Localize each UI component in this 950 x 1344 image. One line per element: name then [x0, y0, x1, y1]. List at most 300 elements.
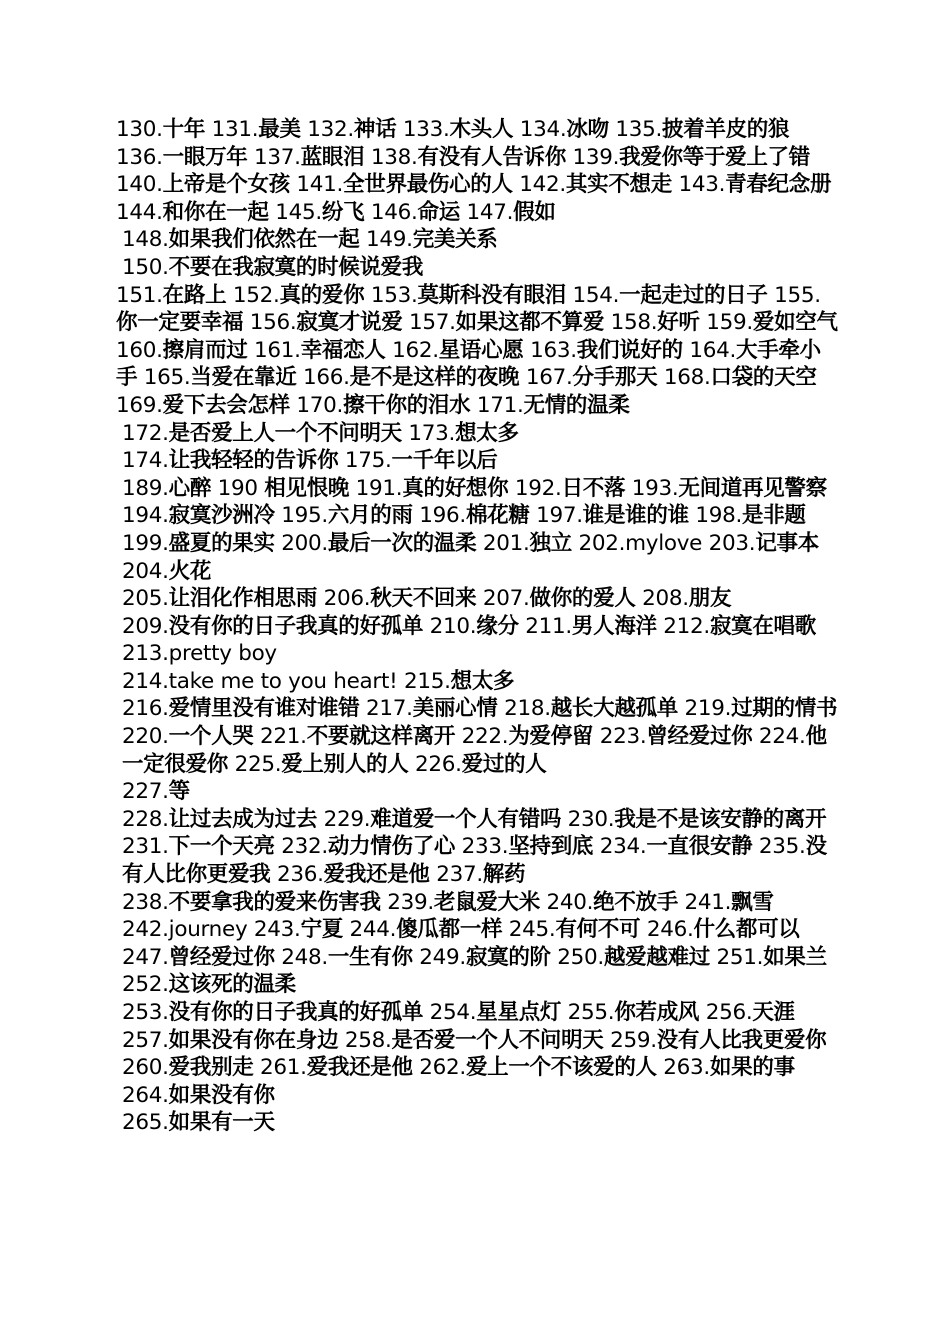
song-entry [568, 807, 827, 832]
song-entry [366, 227, 497, 252]
song-entry [122, 1083, 275, 1108]
song-entry [122, 586, 317, 611]
song-title: 有何不可 [555, 917, 641, 943]
song-number: 262. [419, 1055, 466, 1081]
song-entry [466, 200, 555, 225]
song-number: 259. [610, 1027, 657, 1053]
song-number: 253. [122, 1000, 169, 1025]
song-number: 219. [684, 696, 732, 722]
song-entry [122, 559, 211, 584]
song-number: 248. [281, 944, 328, 970]
song-entry [235, 752, 409, 777]
song-list-paragraph [116, 447, 838, 475]
song-title: 青春纪念册 [725, 172, 832, 198]
song-entry [366, 696, 497, 721]
song-list-paragraph [116, 475, 838, 585]
song-entry [254, 917, 343, 942]
song-number: 157. [408, 310, 456, 336]
song-number: 152. [232, 282, 280, 308]
song-number: 236. [276, 862, 324, 888]
song-number: 162. [392, 337, 439, 363]
song-title: 缘分 [476, 613, 519, 639]
song-title: 爱上别人的人 [281, 751, 409, 777]
song-title: 没有人比我更爱你 [656, 1027, 827, 1053]
song-number: 145. [275, 199, 322, 225]
song-entry [303, 365, 519, 390]
song-title: 棉花糖 [465, 503, 530, 529]
song-title: 蓝眼泪 [300, 144, 365, 170]
song-title: 没有你的日子我真的好孤单 [168, 1000, 424, 1025]
song-title: 不要就这样离开 [306, 724, 456, 750]
song-title: 其实不想走 [565, 172, 672, 198]
song-number: 240. [546, 889, 594, 915]
song-title: 爱过的人 [461, 751, 547, 777]
song-entry [281, 503, 412, 528]
song-title: 记事本 [755, 530, 819, 556]
song-entry [260, 724, 455, 749]
song-entry [392, 338, 523, 363]
song-list-paragraph [116, 254, 838, 282]
song-title: 真的爱你 [279, 282, 365, 308]
song-entry [536, 503, 689, 528]
song-entry [324, 807, 561, 832]
song-entry [462, 724, 593, 749]
song-entry [122, 890, 381, 915]
song-title: 分手那天 [572, 365, 658, 391]
song-entry [695, 503, 805, 528]
song-title: 如果没有你在身边 [168, 1027, 339, 1053]
song-entry [706, 1000, 795, 1025]
song-number: 222. [461, 724, 509, 750]
song-number: 214.take me to you heart! [122, 668, 398, 694]
song-entry [254, 145, 364, 170]
song-number: 218. [504, 696, 551, 722]
song-entry [477, 393, 630, 418]
song-title: 是不是这样的夜晚 [349, 365, 520, 391]
song-entry [356, 476, 509, 501]
song-entry [122, 945, 275, 970]
song-entry [122, 255, 423, 280]
song-title: 我们说好的 [576, 337, 683, 363]
song-title: 这该死的温柔 [168, 972, 296, 998]
song-entry [664, 365, 817, 390]
song-number: 206. [323, 586, 371, 612]
song-entry [122, 227, 359, 252]
song-entry [409, 310, 604, 335]
song-number: 213.pretty boy [122, 641, 277, 667]
song-title: 你一定要幸福 [116, 310, 244, 336]
song-number: 136. [116, 144, 163, 170]
song-number: 255. [567, 1000, 615, 1025]
song-title: 命运 [417, 199, 460, 225]
song-entry [324, 586, 477, 611]
song-title: 星星点灯 [476, 1000, 562, 1025]
song-entry [520, 117, 609, 142]
song-entry [122, 779, 190, 804]
song-entry [254, 338, 385, 363]
song-entry [557, 945, 710, 970]
song-number: 200. [281, 530, 328, 556]
song-number: 202.mylove [578, 530, 703, 556]
song-number: 243. [253, 917, 301, 943]
song-list-paragraph [116, 695, 838, 778]
song-list-paragraph [116, 668, 838, 696]
song-entry [568, 1000, 699, 1025]
song-title: 想太多 [450, 668, 515, 694]
song-list-paragraph [116, 1109, 838, 1137]
song-title: 纷飞 [321, 199, 365, 225]
song-number: 190 [217, 475, 265, 501]
song-title: 爱情里没有谁对谁错 [168, 696, 360, 722]
song-entry [350, 917, 503, 942]
song-title: 动力情伤了心 [327, 834, 456, 860]
song-title: 如果这都不算爱 [455, 310, 605, 336]
song-number: 230. [567, 806, 615, 832]
song-entry [122, 807, 317, 832]
song-number: 131. [211, 117, 259, 142]
song-title: 寂寞沙洲冷 [168, 503, 275, 529]
song-number: 159. [706, 310, 753, 336]
song-entry [307, 117, 396, 142]
song-title: 一千年以后 [391, 448, 498, 474]
song-title: 我爱你等于爱上了错 [619, 144, 810, 170]
song-number: 174. [122, 448, 169, 474]
song-entry [419, 945, 550, 970]
song-number: 154. [572, 282, 620, 308]
song-entry [525, 614, 656, 639]
song-number: 137. [254, 144, 301, 170]
song-title: 日不落 [561, 475, 626, 501]
song-number: 156. [249, 310, 297, 336]
song-number: 134. [519, 117, 567, 142]
song-title: 如果兰 [763, 944, 827, 970]
song-title: 一个人哭 [168, 724, 254, 750]
song-entry [404, 669, 514, 694]
song-entry [515, 476, 625, 501]
song-title: 天涯 [752, 1000, 795, 1025]
song-title: 做你的爱人 [529, 586, 636, 612]
song-number: 139. [572, 144, 620, 170]
song-title: 幸福恋人 [300, 337, 386, 363]
song-title: 十年 [162, 117, 206, 142]
song-number: 146. [370, 199, 418, 225]
song-title: 什么都可以 [693, 917, 800, 943]
song-title: 擦干你的泪水 [343, 392, 471, 418]
song-title: 爱我别走 [168, 1055, 254, 1081]
song-number: 175. [344, 448, 392, 474]
song-entry [663, 1055, 794, 1080]
song-entry [519, 172, 672, 197]
song-number: 254. [429, 1000, 477, 1025]
song-number: 155. [774, 282, 821, 308]
song-number: 242.journey [122, 917, 248, 943]
song-number: 163. [530, 337, 577, 363]
song-title: 如果我们依然在一起 [168, 227, 360, 253]
song-title: 一起走过的日子 [619, 282, 768, 308]
song-entry [122, 614, 423, 639]
song-list-paragraph [116, 613, 838, 668]
song-entry [122, 1028, 338, 1053]
song-number: 260. [122, 1055, 169, 1081]
song-title: 没有人比你更爱我 [122, 834, 827, 888]
song-entry [530, 338, 683, 363]
song-number: 233. [461, 834, 509, 860]
song-entry [419, 503, 529, 528]
song-title: 不要拿我的爱来伤害我 [168, 889, 381, 915]
song-entry [122, 1055, 253, 1080]
song-number: 207. [482, 586, 530, 612]
song-title: 星语心愿 [438, 337, 524, 363]
song-entry [572, 145, 809, 170]
song-title: 神话 [353, 117, 397, 142]
song-entry [218, 476, 349, 501]
song-list-paragraph [116, 778, 838, 806]
song-title: 坚持到底 [508, 834, 594, 860]
song-number: 140. [116, 172, 163, 198]
song-list-paragraph [116, 282, 838, 420]
song-entry [546, 890, 677, 915]
song-title: 是否爱上人一个不问明天 [168, 420, 402, 446]
song-number: 234. [599, 834, 647, 860]
song-entry [122, 724, 253, 749]
song-number: 151. [116, 282, 163, 308]
song-list-paragraph [116, 116, 838, 226]
song-number: 201. [482, 530, 530, 556]
song-number: 244. [349, 917, 397, 943]
song-entry [144, 365, 297, 390]
song-entry [600, 724, 753, 749]
song-entry [611, 310, 700, 335]
song-number: 250. [557, 944, 604, 970]
song-title: 秋天不回来 [370, 586, 477, 612]
song-number: 147. [466, 199, 514, 225]
song-number: 199. [122, 530, 169, 556]
song-entry [122, 503, 275, 528]
song-entry [663, 614, 816, 639]
song-list-paragraph [116, 806, 838, 889]
song-entry [504, 696, 678, 721]
song-entry [387, 890, 540, 915]
song-number: 191. [355, 475, 403, 501]
song-entry [260, 1055, 413, 1080]
song-title: 大手牵小手 [116, 337, 821, 391]
song-title: 披着羊皮的狼 [662, 117, 790, 142]
song-number: 209. [122, 613, 169, 639]
song-entry [403, 117, 513, 142]
song-number: 225. [234, 751, 282, 777]
song-entry [212, 117, 301, 142]
song-title: 下一个天亮 [168, 834, 275, 860]
song-entry [436, 862, 525, 887]
song-list-paragraph [116, 1027, 838, 1110]
song-title: 木头人 [449, 117, 514, 142]
song-number: 249. [419, 944, 466, 970]
song-number: 160. [116, 337, 163, 363]
song-entry [233, 283, 364, 308]
song-title: 爱我还是他 [306, 1055, 413, 1081]
song-title: 上帝是个女孩 [162, 172, 290, 198]
song-title: 一生有你 [327, 944, 413, 970]
song-number: 166. [302, 365, 350, 391]
song-entry [632, 476, 827, 501]
song-title: 火花 [168, 558, 212, 584]
song-title: 无间道再见警察 [678, 475, 827, 501]
song-number: 205. [122, 586, 169, 612]
song-number: 148. [122, 227, 169, 253]
song-number: 215. [403, 668, 451, 694]
song-list-paragraph [116, 420, 838, 448]
song-list-paragraph [116, 999, 838, 1027]
song-entry [345, 448, 498, 473]
song-title: 曾经爱过你 [646, 724, 753, 750]
song-entry [122, 448, 338, 473]
song-title: 全世界最伤心的人 [343, 172, 513, 198]
song-entry [462, 834, 593, 859]
song-entry [122, 972, 296, 997]
song-title: 独立 [529, 530, 572, 556]
song-entry [572, 283, 767, 308]
song-title: 爱我还是他 [323, 862, 430, 888]
song-title: 飘雪 [731, 889, 774, 915]
song-number: 256. [705, 1000, 753, 1025]
song-title: 六月的雨 [327, 503, 413, 529]
song-entry [610, 1028, 826, 1053]
song-title: 在路上 [162, 282, 227, 308]
document-page [116, 116, 838, 1137]
song-number: 158. [610, 310, 658, 336]
song-title: 最后一次的温柔 [327, 530, 477, 556]
song-entry [116, 172, 290, 197]
song-title: 口袋的天空 [710, 365, 817, 391]
song-title: 不要在我寂寞的时候说爱我 [168, 254, 424, 280]
song-title: 有没有人告诉你 [417, 144, 566, 170]
song-title: 如果的事 [709, 1055, 795, 1081]
song-entry [578, 531, 702, 556]
song-entry [122, 421, 402, 446]
song-entry [296, 172, 512, 197]
song-number: 265. [122, 1110, 169, 1136]
song-title: 和你在一起 [162, 199, 269, 225]
song-entry [116, 393, 290, 418]
song-number: 261. [260, 1055, 307, 1081]
song-title: 我是不是该安静的离开 [614, 806, 827, 832]
song-title: 寂寞的阶 [465, 944, 551, 970]
song-title: 心醉 [168, 475, 212, 501]
song-number: 217. [366, 696, 413, 722]
song-number: 226. [414, 751, 462, 777]
song-entry [615, 117, 789, 142]
song-entry [281, 531, 476, 556]
song-title: 真的好想你 [402, 475, 509, 501]
song-entry [296, 393, 470, 418]
song-title: 盛夏的果实 [168, 530, 275, 556]
song-title: 擦肩而过 [162, 337, 248, 363]
song-title: 爱如空气 [752, 310, 838, 336]
song-entry [122, 696, 359, 721]
song-title: 寂寞在唱歌 [709, 613, 816, 639]
song-number: 161. [254, 337, 301, 363]
song-entry [275, 200, 364, 225]
song-title: 没有你的日子我真的好孤单 [168, 613, 424, 639]
song-title: 宁夏 [300, 917, 343, 943]
song-title: 让我轻轻的告诉你 [168, 448, 339, 474]
song-entry [709, 531, 819, 556]
song-title: 让过去成为过去 [168, 806, 318, 832]
song-number: 141. [296, 172, 344, 198]
song-title: 男人海洋 [571, 613, 657, 639]
song-number: 196. [419, 503, 466, 529]
song-number: 224. [758, 724, 806, 750]
song-title: 难道爱一个人有错吗 [370, 806, 562, 832]
song-entry [116, 338, 247, 363]
song-number: 192. [514, 475, 562, 501]
song-number: 170. [296, 392, 344, 418]
song-number: 237. [436, 862, 483, 888]
song-number: 144. [116, 199, 163, 225]
song-entry [122, 669, 397, 694]
song-number: 149. [366, 227, 413, 253]
song-title: 无情的温柔 [523, 392, 630, 418]
song-number: 251. [716, 944, 764, 970]
song-number: 231. [122, 834, 169, 860]
song-entry [122, 531, 275, 556]
song-number: 130. [116, 117, 163, 142]
song-number: 143. [678, 172, 726, 198]
song-title: 相见恨晚 [264, 475, 350, 501]
song-title: 完美关系 [412, 227, 498, 253]
song-title: 如果有一天 [168, 1110, 275, 1136]
song-title: 当爱在靠近 [190, 365, 297, 391]
song-number: 238. [122, 889, 169, 915]
song-title: 越爱越难过 [603, 944, 710, 970]
song-number: 197. [536, 503, 583, 529]
song-number: 227. [122, 779, 169, 805]
song-title: 你若成风 [614, 1000, 700, 1025]
song-entry [122, 834, 275, 859]
song-entry [122, 476, 211, 501]
song-entry [277, 862, 430, 887]
song-entry [371, 200, 460, 225]
song-title: 越长大越孤单 [550, 696, 678, 722]
song-entry [345, 1028, 604, 1053]
song-number: 150. [122, 254, 169, 280]
song-number: 229. [323, 806, 371, 832]
song-number: 204. [122, 558, 169, 584]
song-title: 寂寞才说爱 [296, 310, 403, 336]
song-title: 让泪化作相思雨 [168, 586, 318, 612]
song-number: 221. [260, 724, 307, 750]
song-entry [684, 696, 837, 721]
song-number: 173. [408, 420, 456, 446]
song-number: 228. [122, 806, 169, 832]
song-title: 冰吻 [566, 117, 609, 142]
song-title: 为爱停留 [508, 724, 594, 750]
song-number: 138. [370, 144, 418, 170]
song-number: 135. [615, 117, 662, 142]
song-number: 172. [122, 420, 169, 446]
song-number: 132. [307, 117, 354, 142]
song-number: 235. [758, 834, 806, 860]
song-title: 傻瓜都一样 [396, 917, 503, 943]
song-entry [408, 421, 518, 446]
song-title: 假如 [513, 199, 556, 225]
song-entry [122, 1110, 275, 1135]
song-list-paragraph [116, 585, 838, 613]
song-number: 133. [402, 117, 450, 142]
song-title: 爱下去会怎样 [162, 392, 290, 418]
song-entry [250, 310, 403, 335]
song-title: 一眼万年 [162, 144, 248, 170]
